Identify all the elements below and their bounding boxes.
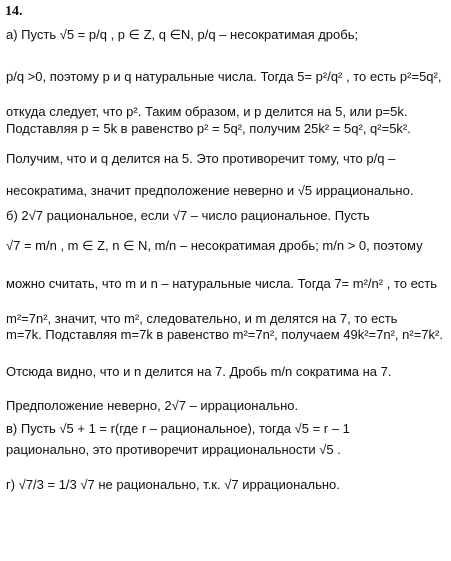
text-line-11: m=7k. Подставляя m=7k в равенство m²=7n², получаем 49k²=7n², n²=7k². bbox=[6, 327, 443, 342]
text-line-15: рационально, это противоречит иррациональности √5 . bbox=[6, 442, 341, 457]
text-line-7: б) 2√7 рациональное, если √7 – число рациональное. Пусть bbox=[6, 208, 370, 223]
text-line-9: можно считать, что m и n – натуральные числа. Тогда 7= m²/n² , то есть bbox=[6, 276, 438, 291]
text-line-16: г) √7/3 = 1/3 √7 не рационально, т.к. √7 иррационально. bbox=[6, 477, 340, 492]
text-line-12: Отсюда видно, что и n делится на 7. Дробь m/n сократима на 7. bbox=[6, 364, 392, 379]
text-line-13: Предположение неверно, 2√7 – иррационально. bbox=[6, 398, 299, 413]
text-line-1: а) Пусть √5 = p/q , p ∈ Z, q ∈N, p/q – несократимая дробь; bbox=[6, 27, 359, 42]
text-line-8: √7 = m/n , m ∈ Z, n ∈ N, m/n – несократимая дробь; m/n > 0, поэтому bbox=[6, 238, 423, 253]
text-line-2: p/q >0, поэтому p и q натуральные числа. Тогда 5= p²/q² , то есть p²=5q², bbox=[6, 69, 442, 84]
text-line-14: в) Пусть √5 + 1 = r(где r – рациональное), тогда √5 = r – 1 bbox=[6, 421, 350, 436]
problem-number: 14. bbox=[5, 4, 23, 19]
text-line-6: несократима, значит предположение неверно и √5 иррационально. bbox=[6, 183, 414, 198]
text-line-10: m²=7n², значит, что m², следовательно, и m делятся на 7, то есть bbox=[6, 311, 398, 326]
text-line-5: Получим, что и q делится на 5. Это противоречит тому, что p/q – bbox=[6, 151, 396, 166]
text-line-3: откуда следует, что p². Таким образом, и p делится на 5, или p=5k. bbox=[6, 104, 408, 119]
text-line-4: Подставляя p = 5k в равенство p² = 5q², получим 25k² = 5q², q²=5k². bbox=[6, 121, 411, 136]
